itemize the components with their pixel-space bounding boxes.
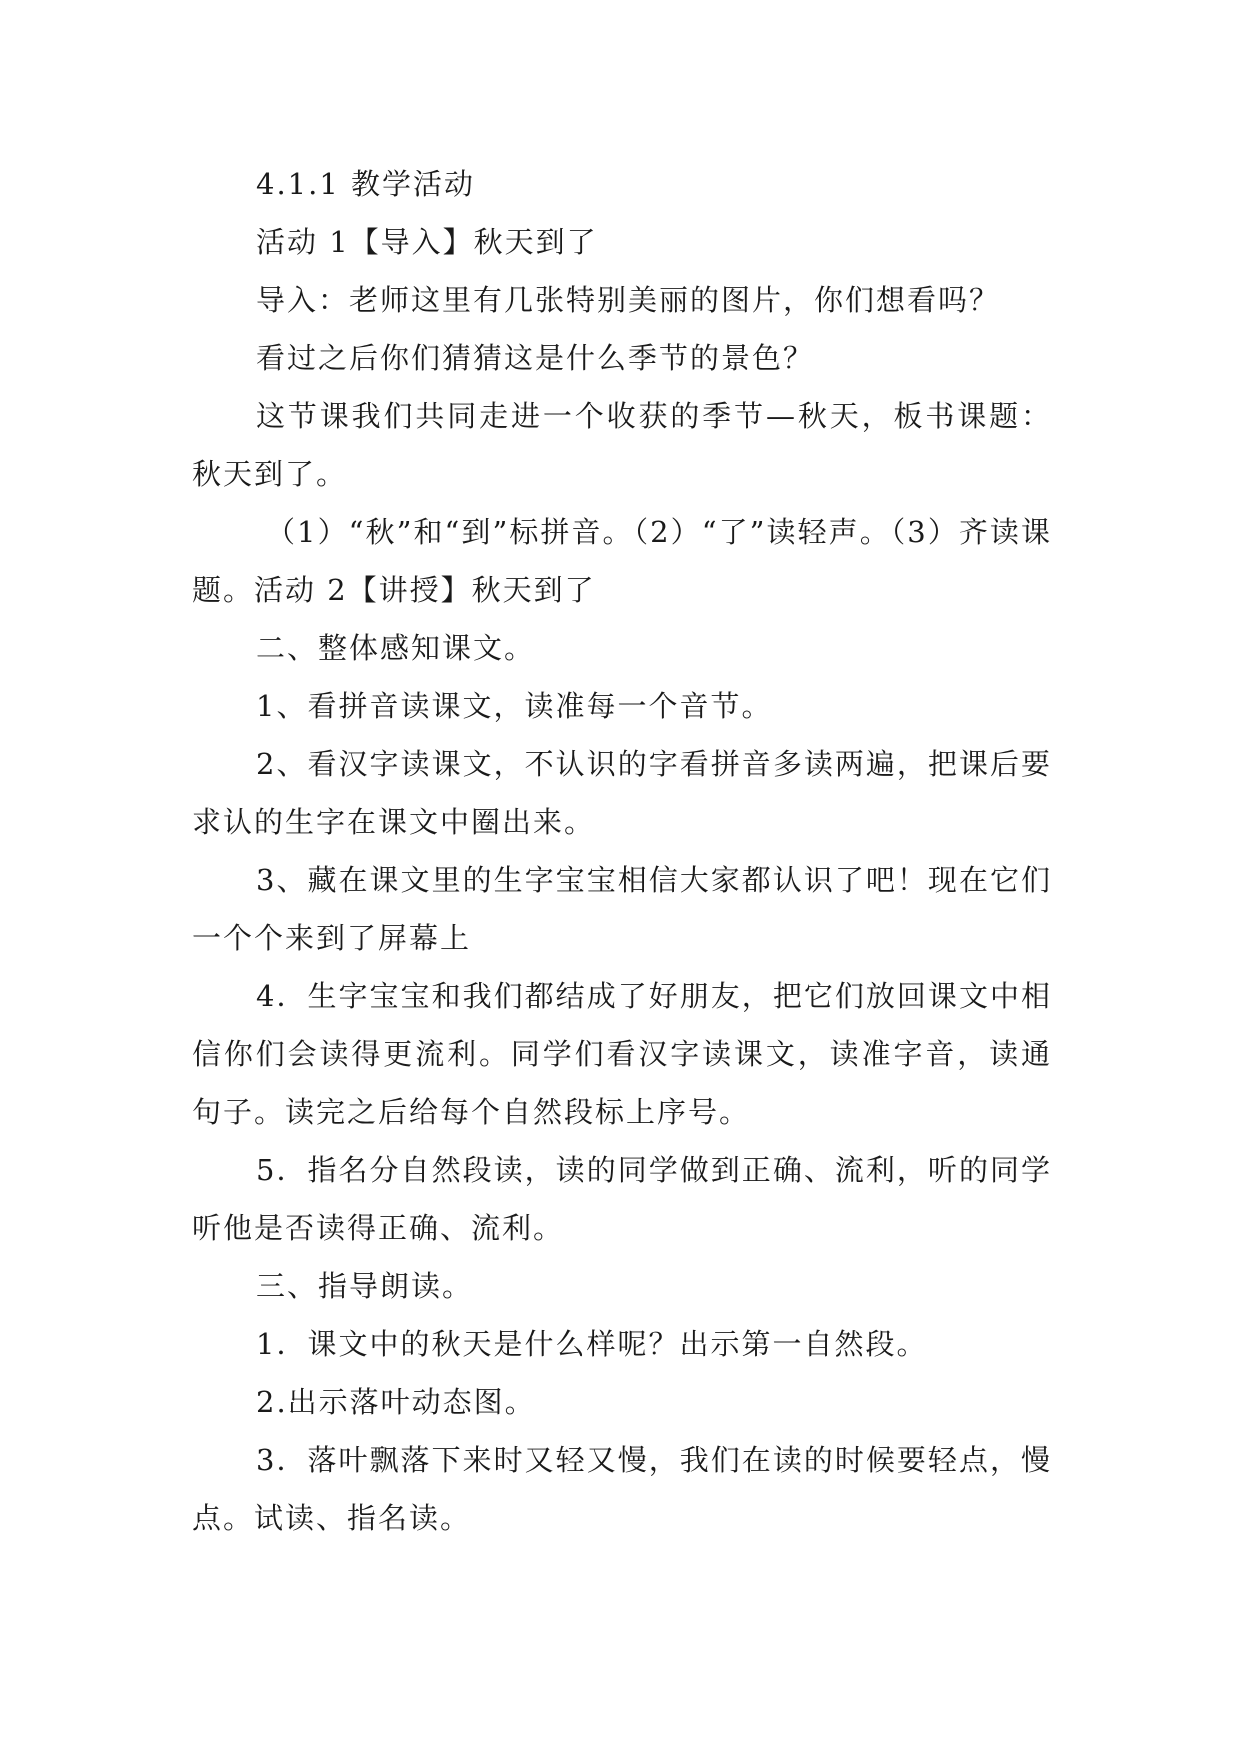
list-item: 1．课文中的秋天是什么样呢？出示第一自然段。 <box>256 1327 928 1361</box>
list-item: 5．指名分自然段读，读的同学做到正确、流利，听的同学听他是否读得正确、流利。 <box>192 1153 1052 1245</box>
section-heading: 4.1.1 教学活动 <box>256 167 476 201</box>
subsection-heading: 二、整体感知课文。 <box>256 631 536 665</box>
list-item: 4．生字宝宝和我们都结成了好朋友，把它们放回课文中相信你们会读得更流利。同学们看汉字读课文，读准字音，读通句子。读完之后给每个自然段标上序号。 <box>192 979 1052 1129</box>
list-item: 2、看汉字读课文，不认识的字看拼音多读两遍，把课后要求认的生字在课文中圈出来。 <box>192 747 1052 839</box>
document-body <box>192 155 1052 1547</box>
list-item: 3．落叶飘落下来时又轻又慢，我们在读的时候要轻点，慢点。试读、指名读。 <box>192 1443 1052 1535</box>
paragraph: 导入：老师这里有几张特别美丽的图片，你们想看吗？ <box>256 283 1001 317</box>
activity-title: 活动 1【导入】秋天到了 <box>256 225 598 259</box>
subsection-heading: 三、指导朗读。 <box>256 1269 474 1303</box>
list-item: 2.出示落叶动态图。 <box>256 1385 536 1419</box>
list-item: 1、看拼音读课文，读准每一个音节。 <box>256 689 773 723</box>
list-item: 3、藏在课文里的生字宝宝相信大家都认识了吧！现在它们一个个来到了屏幕上 <box>192 863 1052 955</box>
paragraph: （1）“秋”和“到”标拼音。（2）“了”读轻声。（3）齐读课题。活动 2【讲授】秋天到了 <box>192 515 1052 607</box>
paragraph: 这节课我们共同走进一个收获的季节—秋天，板书课题：秋天到了。 <box>192 399 1052 491</box>
paragraph: 看过之后你们猜猜这是什么季节的景色？ <box>256 341 815 375</box>
